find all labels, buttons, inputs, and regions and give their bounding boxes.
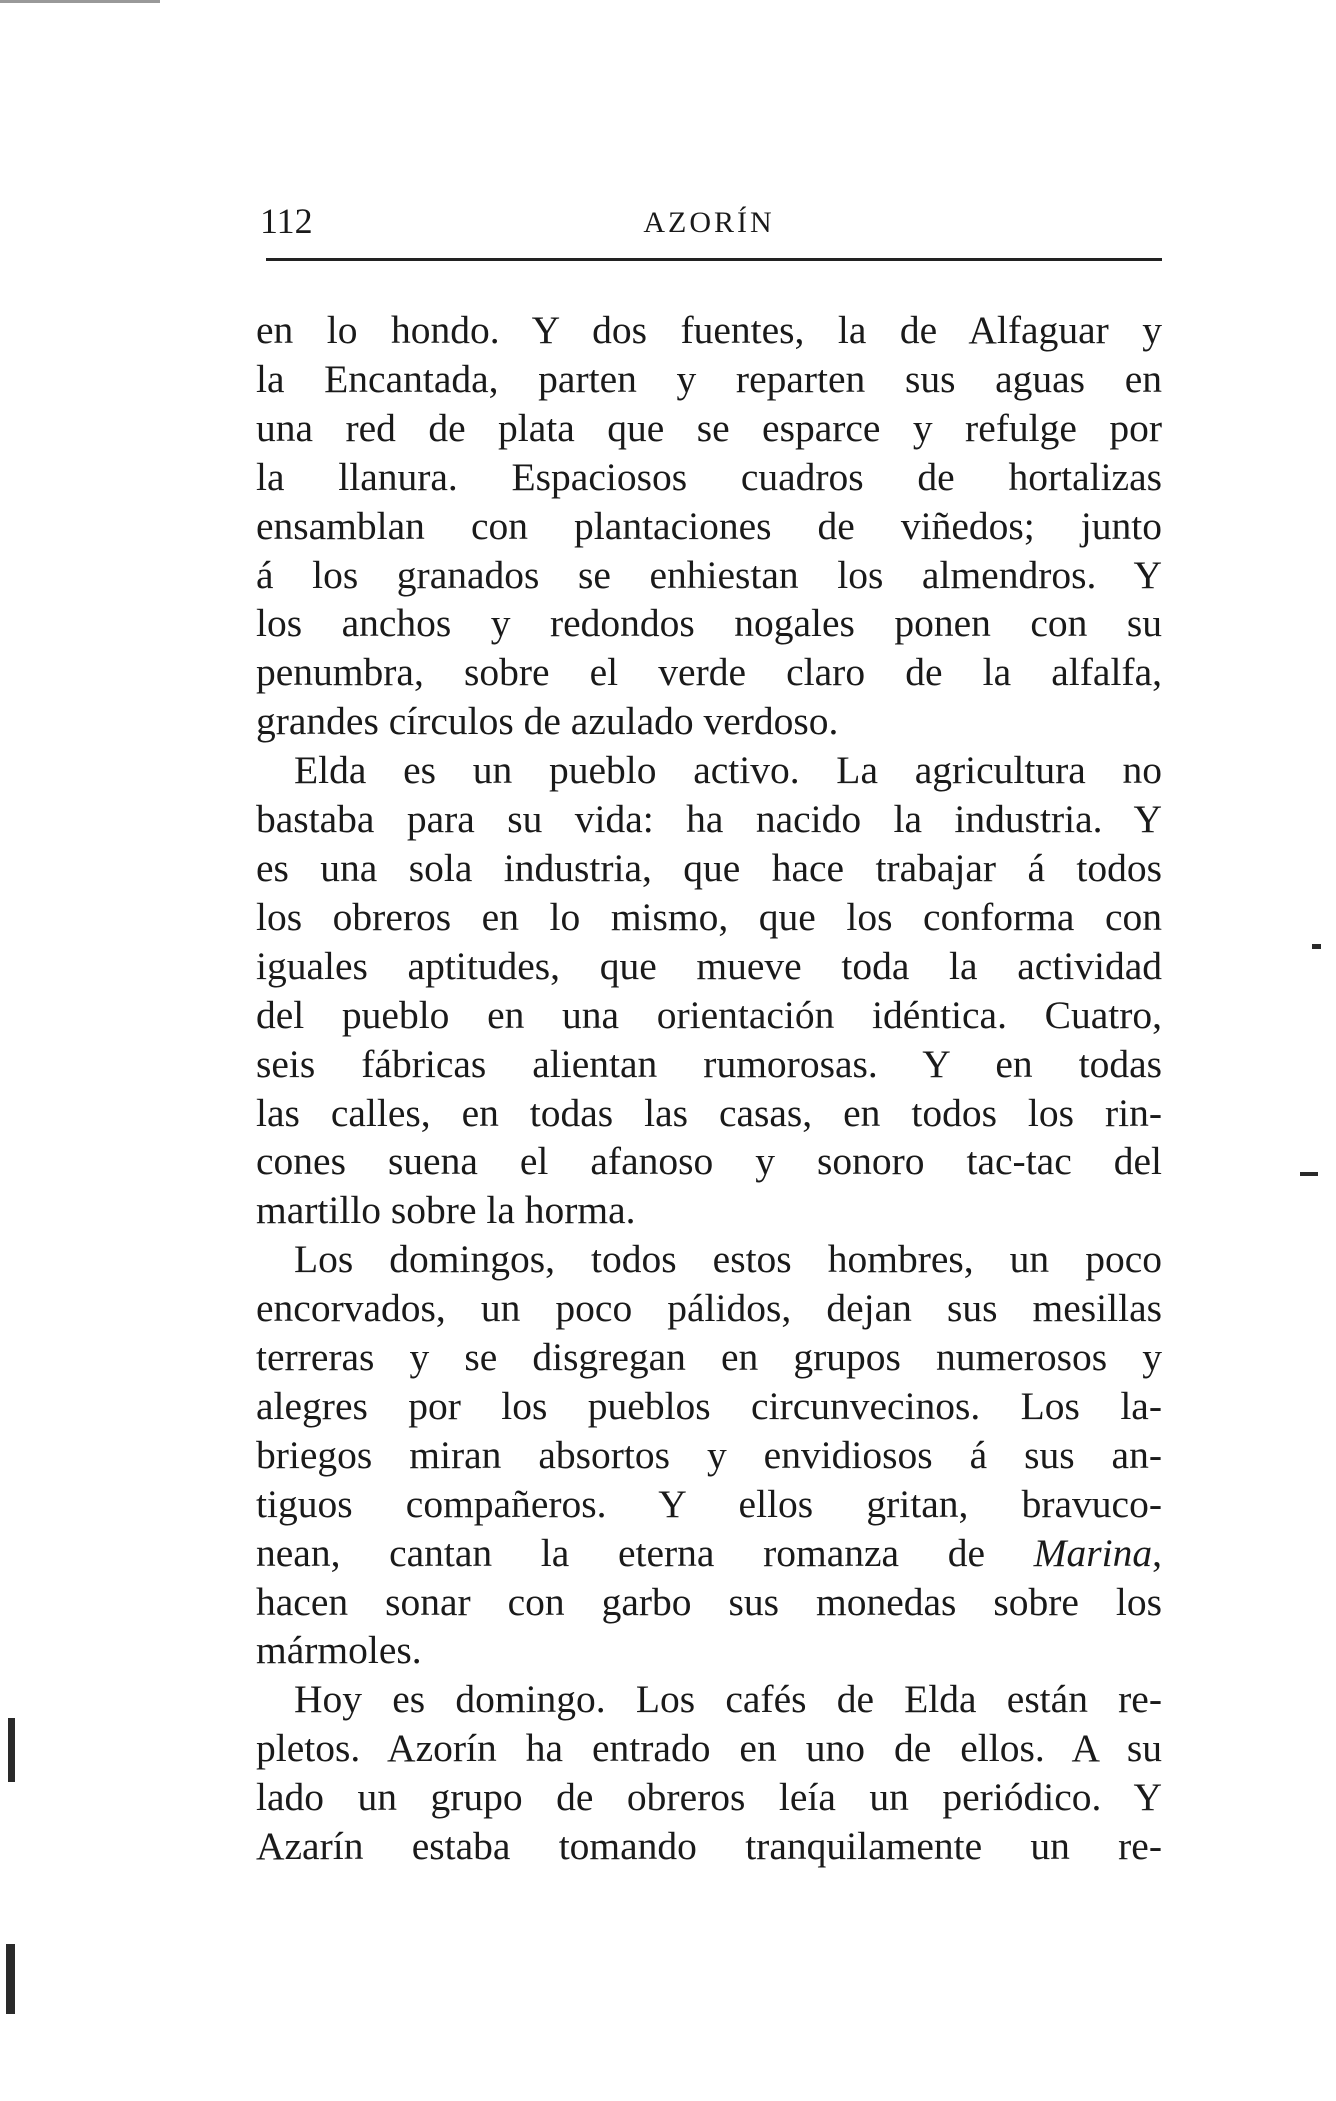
text-line: encorvados, un poco pálidos, dejan sus mesillas xyxy=(256,1286,1162,1331)
text-line: en lo hondo. Y dos fuentes, la de Alfaguar y xyxy=(256,308,1162,352)
text-line: iguales aptitudes, que mueve toda la actividad xyxy=(256,943,1162,988)
text-line: hacen sonar con garbo sus monedas sobre los xyxy=(256,1579,1162,1624)
text-line: martillo sobre la horma. xyxy=(256,1188,636,1233)
text-run: , xyxy=(1152,1530,1162,1575)
text-line: la Encantada, parten y reparten sus aguas en xyxy=(256,356,1162,401)
text-line: seis fábricas alientan rumorosas. Y en todas xyxy=(256,1041,1162,1086)
text-line: penumbra, sobre el verde claro de la alfalfa, xyxy=(256,650,1162,695)
text-line: Los domingos, todos estos hombres, un poco xyxy=(294,1237,1162,1282)
text-line: mármoles. xyxy=(256,1628,422,1673)
text-line-with-italic xyxy=(256,1529,1162,1578)
italic-title: Marina xyxy=(1033,1530,1153,1575)
text-run: nean, cantan la eterna romanza de xyxy=(256,1530,1034,1575)
text-line: á los granados se enhiestan los almendros. Y xyxy=(256,552,1162,597)
paragraph-2 xyxy=(256,746,1162,1235)
text-line: ensamblan con plantaciones de viñedos; junto xyxy=(256,503,1162,548)
text-line: del pueblo en una orientación idéntica. Cuatro, xyxy=(256,992,1162,1037)
paragraph-1 xyxy=(256,306,1162,746)
header-rule xyxy=(266,258,1162,261)
body-text xyxy=(256,306,1162,1871)
scan-speck xyxy=(1312,944,1321,949)
text-line: los obreros en lo mismo, que los conforma con xyxy=(256,894,1162,939)
scan-edge-mark xyxy=(0,0,160,3)
scan-edge-mark xyxy=(6,1944,15,2014)
text-line: lado un grupo de obreros leía un periódico. Y xyxy=(256,1775,1162,1820)
text-line: Elda es un pueblo activo. La agricultura no xyxy=(294,748,1162,793)
text-line: los anchos y redondos nogales ponen con su xyxy=(256,601,1162,646)
page-number: 112 xyxy=(260,201,313,241)
page-header xyxy=(256,196,1162,246)
text-line: grandes círculos de azulado verdoso. xyxy=(256,699,839,744)
paragraph-4 xyxy=(256,1675,1162,1871)
text-line: bastaba para su vida: ha nacido la industria. Y xyxy=(256,797,1162,842)
text-line: pletos. Azorín ha entrado en uno de ellos. A su xyxy=(256,1726,1162,1771)
text-line: Azarín estaba tomando tranquilamente un re- xyxy=(256,1824,1162,1869)
text-line: es una sola industria, que hace trabajar á todos xyxy=(256,845,1162,890)
text-line: alegres por los pueblos circunvecinos. Los la- xyxy=(256,1383,1162,1428)
text-line: la llanura. Espaciosos cuadros de hortalizas xyxy=(256,454,1162,499)
text-line: cones suena el afanoso y sonoro tac-tac del xyxy=(256,1139,1162,1184)
paragraph-3 xyxy=(256,1235,1162,1675)
text-line: briegos miran absortos y envidiosos á sus an- xyxy=(256,1432,1162,1477)
scan-edge-mark xyxy=(8,1718,15,1782)
scan-speck xyxy=(1300,1172,1318,1176)
text-line: las calles, en todas las casas, en todos los rin- xyxy=(256,1090,1162,1135)
text-line: una red de plata que se esparce y refulge por xyxy=(256,405,1162,450)
text-line: tiguos compañeros. Y ellos gritan, bravuco- xyxy=(256,1481,1162,1526)
running-head: AZORÍN xyxy=(643,206,775,239)
text-line: Hoy es domingo. Los cafés de Elda están re- xyxy=(294,1677,1162,1722)
text-line: terreras y se disgregan en grupos numerosos y xyxy=(256,1335,1162,1380)
